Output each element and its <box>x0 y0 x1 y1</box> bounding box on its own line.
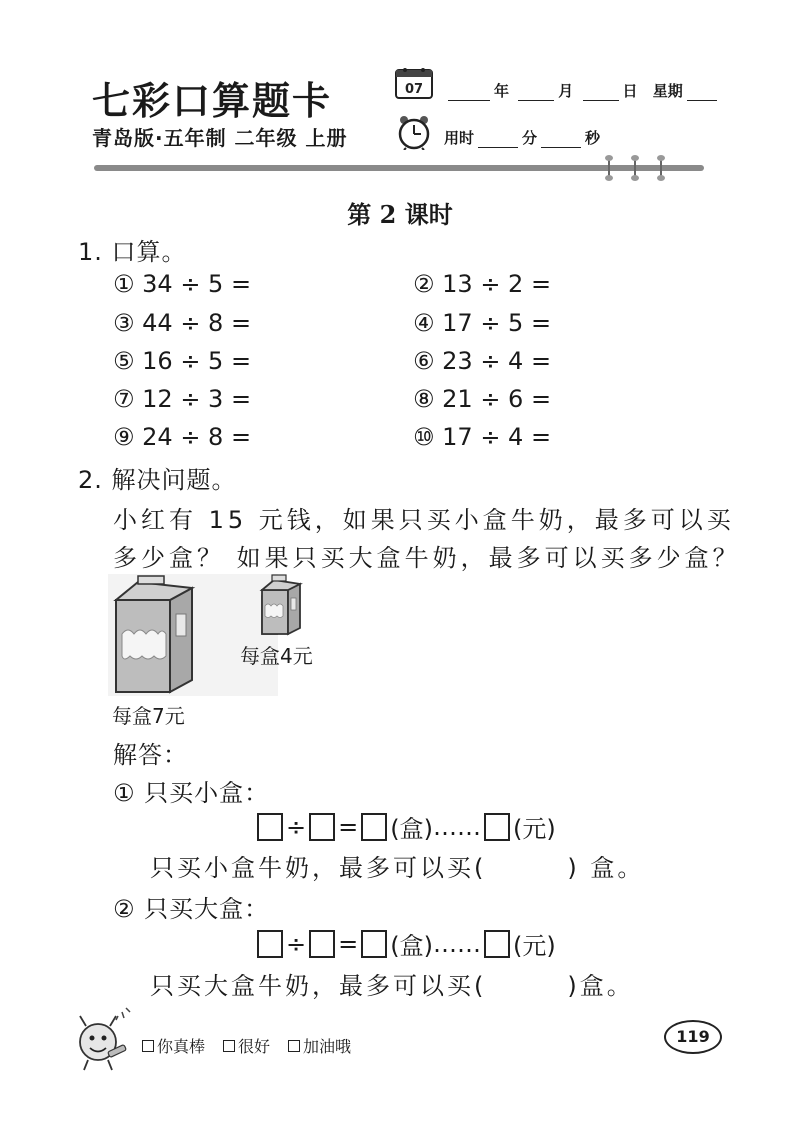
unit-boxes: (盒) <box>390 932 433 960</box>
part2-label: ② 只买大盒： <box>113 895 270 923</box>
problem-text-line2: 多少盒？ 如果只买大盒牛奶，最多可以买多少盒？ <box>113 544 741 572</box>
time-fields <box>444 127 600 148</box>
checkbox[interactable] <box>288 1040 300 1052</box>
day-label: 日 <box>622 82 638 100</box>
remainder-dots: …… <box>432 929 481 958</box>
month-blank[interactable] <box>518 86 554 101</box>
part2-formula <box>254 926 556 961</box>
part1-sentence: 只买小盒牛奶，最多可以买( ) 盒。 <box>150 854 645 882</box>
edition-subtitle: 青岛版·五年制 二年级 上册 <box>92 126 348 150</box>
rating-label: 很好 <box>238 1037 271 1056</box>
calc-item: ⑥ 23 ÷ 4 = <box>413 347 552 375</box>
equals-sign: = <box>338 812 359 841</box>
big-box-price: 每盒7元 <box>112 704 185 728</box>
calc-item: ② 13 ÷ 2 = <box>413 270 552 298</box>
remainder-dots: …… <box>432 812 481 841</box>
divider-pin <box>660 157 662 179</box>
rating-option[interactable] <box>142 1034 205 1057</box>
milk-boxes-illustration <box>108 574 278 696</box>
brand-title: 七彩口算题卡 <box>92 78 333 123</box>
unit-yuan: (元) <box>512 815 556 843</box>
year-blank[interactable] <box>448 86 490 101</box>
answer-box[interactable] <box>361 813 387 841</box>
part2-sentence: 只买大盒牛奶，最多可以买( )盒。 <box>150 972 634 1000</box>
calc-item: ① 34 ÷ 5 = <box>113 270 252 298</box>
divider-pin <box>608 157 610 179</box>
part1-formula <box>254 809 556 844</box>
answer-label: 解答： <box>113 741 188 769</box>
question1-heading: 1. 口算。 <box>78 238 187 266</box>
answer-box[interactable] <box>484 930 510 958</box>
part1-label: ① 只买小盒： <box>113 779 270 807</box>
month-label: 月 <box>558 82 574 100</box>
divide-sign: ÷ <box>286 929 307 958</box>
calc-item: ⑧ 21 ÷ 6 = <box>413 385 552 413</box>
header-divider <box>94 165 704 171</box>
small-box-price: 每盒4元 <box>240 644 313 668</box>
checkbox[interactable] <box>142 1040 154 1052</box>
small-milk-carton-icon <box>258 574 304 636</box>
calc-item: ④ 17 ÷ 5 = <box>413 309 552 337</box>
lesson-title: 第 2 课时 <box>347 200 453 229</box>
answer-box[interactable] <box>361 930 387 958</box>
rating-option[interactable] <box>288 1034 351 1057</box>
unit-yuan: (元) <box>512 932 556 960</box>
answer-box[interactable] <box>484 813 510 841</box>
answer-box[interactable] <box>309 813 335 841</box>
weekday-blank[interactable] <box>687 86 717 101</box>
weekday-label: 星期 <box>652 82 683 100</box>
minutes-label: 分 <box>522 129 538 147</box>
calc-item: ③ 44 ÷ 8 = <box>113 309 252 337</box>
answer-box[interactable] <box>309 930 335 958</box>
date-fields <box>444 80 721 101</box>
answer-box[interactable] <box>257 930 283 958</box>
calendar-day: 07 <box>404 82 424 97</box>
divider-pin <box>634 157 636 179</box>
rating-option[interactable] <box>223 1034 270 1057</box>
unit-boxes: (盒) <box>390 815 433 843</box>
checkbox[interactable] <box>223 1040 235 1052</box>
seconds-label: 秒 <box>585 129 601 147</box>
year-label: 年 <box>494 82 510 100</box>
clock-icon <box>396 114 432 150</box>
seconds-blank[interactable] <box>541 133 581 148</box>
calc-item: ⑩ 17 ÷ 4 = <box>413 423 552 451</box>
page-number: 119 <box>664 1020 722 1054</box>
divide-sign: ÷ <box>286 812 307 841</box>
calc-item: ⑤ 16 ÷ 5 = <box>113 347 252 375</box>
question2-heading: 2. 解决问题。 <box>78 466 237 494</box>
equals-sign: = <box>338 929 359 958</box>
big-milk-carton-icon <box>116 576 192 692</box>
time-used-label: 用时 <box>444 129 475 147</box>
minutes-blank[interactable] <box>478 133 518 148</box>
rating-label: 加油哦 <box>303 1037 352 1056</box>
self-rating <box>142 1034 351 1057</box>
calc-item: ⑨ 24 ÷ 8 = <box>113 423 252 451</box>
day-blank[interactable] <box>583 86 619 101</box>
calc-item: ⑦ 12 ÷ 3 = <box>113 385 252 413</box>
rating-label: 你真棒 <box>157 1037 206 1056</box>
answer-box[interactable] <box>257 813 283 841</box>
calendar-icon <box>394 66 434 100</box>
problem-text-line1: 小红有 15 元钱，如果只买小盒牛奶，最多可以买 <box>113 506 735 534</box>
mascot-icon <box>68 1004 136 1072</box>
